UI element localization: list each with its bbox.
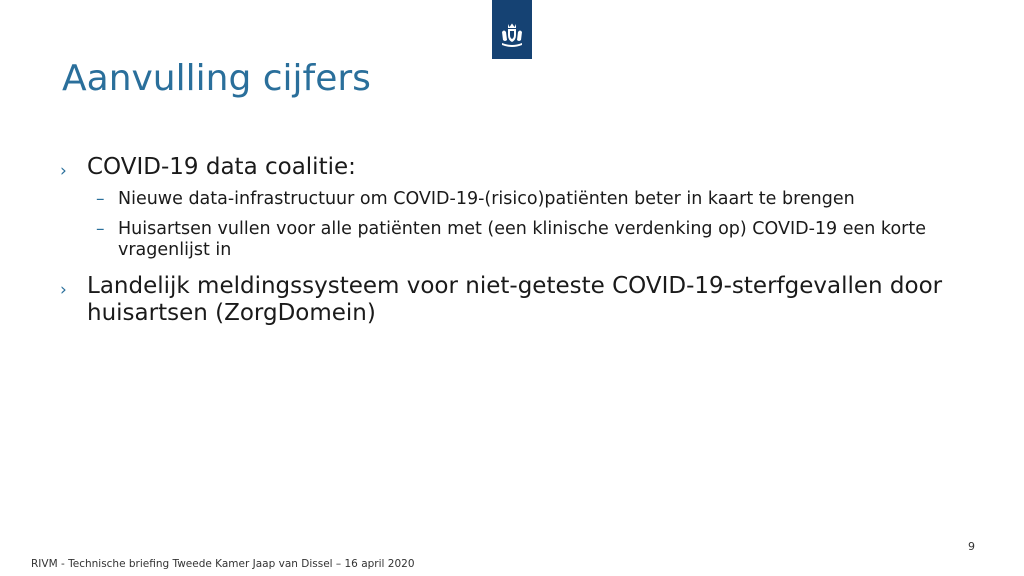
footer-text: RIVM - Technische briefing Tweede Kamer Jaap van Dissel – 16 april 2020 — [31, 558, 415, 570]
dash-icon: – — [96, 189, 105, 209]
page-number: 9 — [968, 540, 975, 553]
sub-bullet-list — [96, 189, 988, 261]
sub-bullet-item — [96, 219, 988, 261]
chevron-right-icon: › — [60, 280, 67, 300]
bullet-list — [58, 154, 988, 335]
slide-title: Aanvulling cijfers — [62, 58, 371, 99]
chevron-right-icon: › — [60, 161, 67, 181]
bullet-item — [58, 273, 988, 327]
sub-bullet-text: Huisartsen vullen voor alle patiënten met (een klinische verdenking op) COVID-19 een korte vragenlijst in — [118, 219, 926, 260]
dash-icon: – — [96, 219, 105, 239]
sub-bullet-item — [96, 189, 988, 210]
bullet-item — [58, 154, 988, 181]
bullet-text: Landelijk meldingssysteem voor niet-geteste COVID-19-sterfgevallen door huisartsen (ZorgDomein) — [87, 273, 943, 326]
sub-bullet-text: Nieuwe data-infrastructuur om COVID-19-(risico)patiënten beter in kaart te brengen — [118, 189, 855, 209]
coat-of-arms-icon — [497, 20, 527, 50]
government-logo — [492, 0, 532, 59]
bullet-text: COVID-19 data coalitie: — [87, 154, 356, 180]
